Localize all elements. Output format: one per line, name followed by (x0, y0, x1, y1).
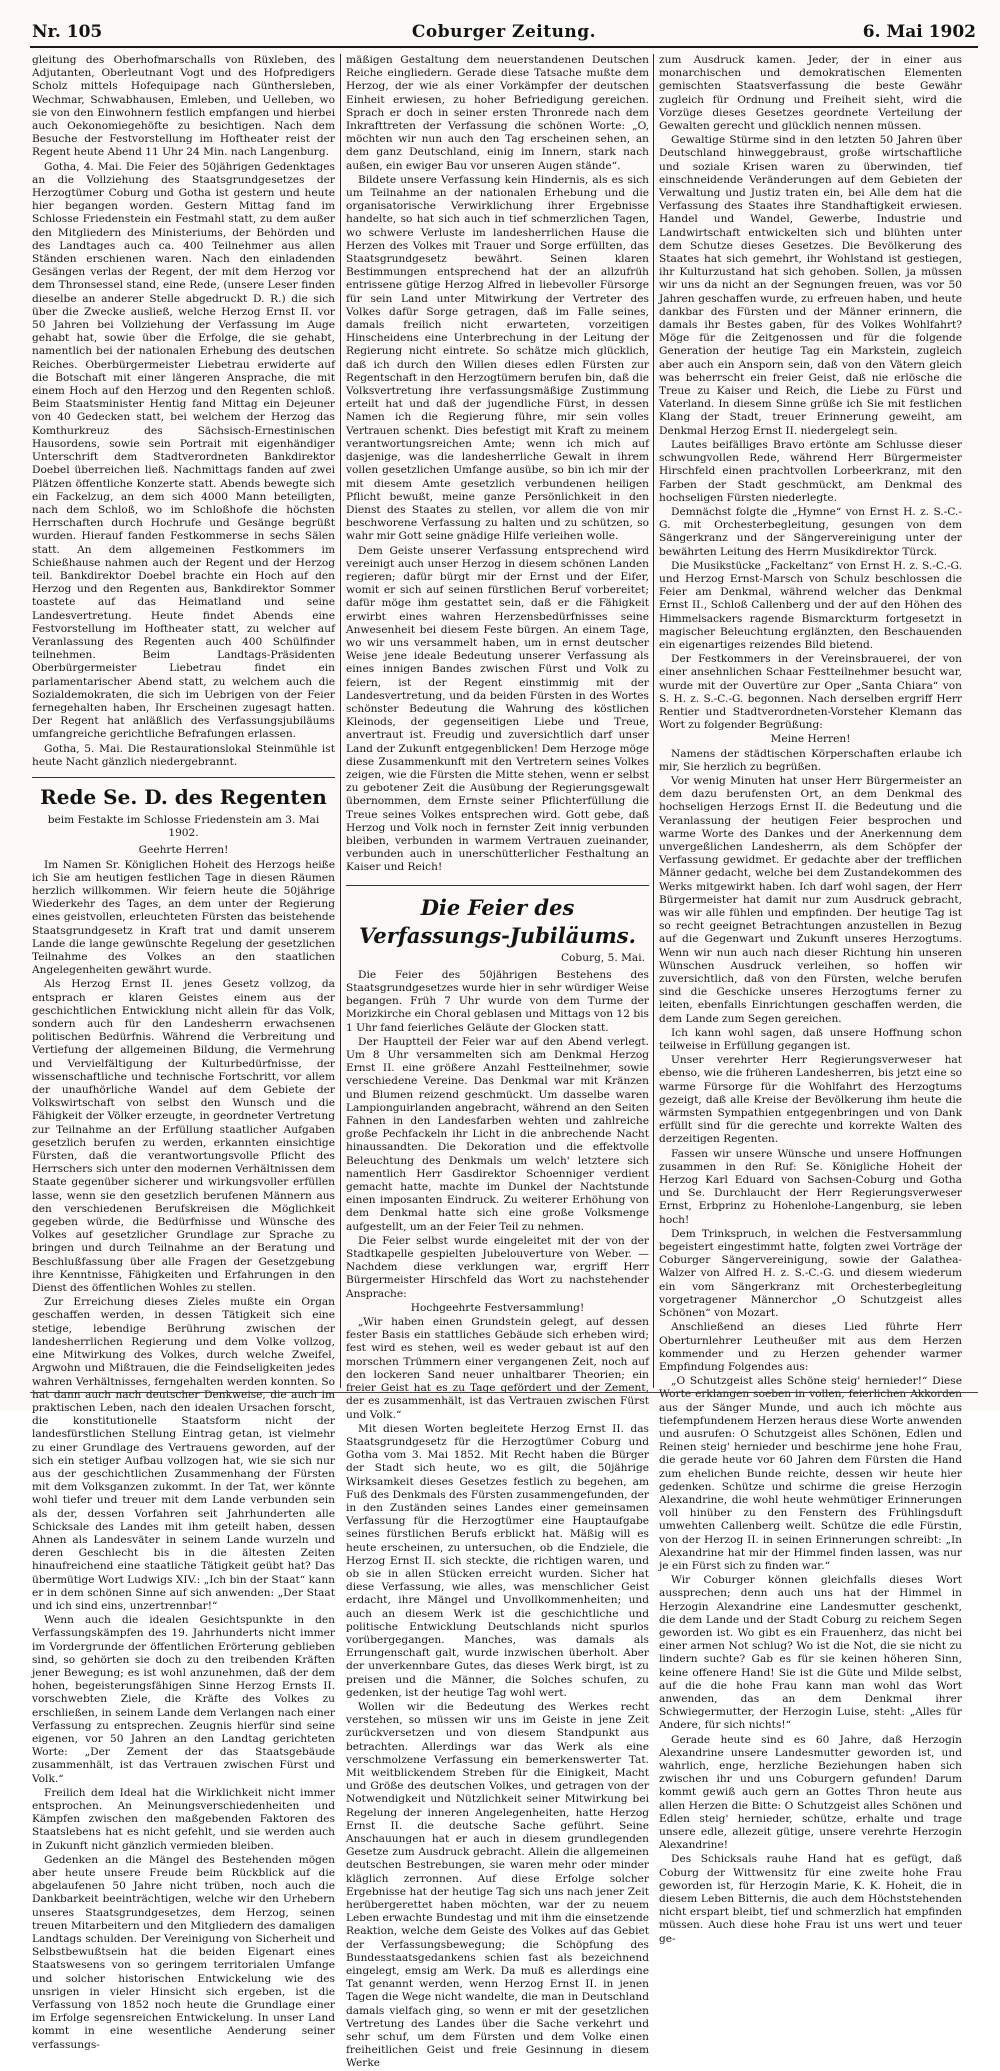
paragraph: Fassen wir unsere Wünsche und unsere Hoffnungen zusammen in den Ruf: Se. Königliche Hoheit der Herzog Karl Eduard von Sachsen-Coburg und Gotha und Se. Durchlaucht der Herr Regierungsverweser Ernst, Erbprinz zu Hohenlohe-Langenburg, sie leben hoch! (659, 1147, 962, 1226)
paragraph: Wollen wir die Bedeutung des Werkes recht verstehen, so müssen wir uns im Geiste in jene Zeit zurückversetzen und von diesem Standpunkt aus betrachten. Allerdings war das Werk als eine verschmolzene Verfassung ein bemerkenswerter Tat. Mit weitblickendem Streben für die Einigkeit, Macht und Größe des deutschen Volkes, und getragen von der Notwendigkeit und Nützlichkeit seiner Mitwirkung bei Regelung der inneren Angelegenheiten, hatte Herzog Ernst II. die deutsche Sache geführt. Seine Anschauungen hat er auch in diesem grundlegenden Gesetze zum Ausdruck gebracht. Allein die allgemeinen deutschen Bestrebungen, sie waren mehr oder minder kläglich zerronnen. Auf diese Erfolge solcher Ergebnisse hat der heutige Tag sich uns nach jener Zeit herübergerettet haben möchten, war der zu neuem Leben erwachte Bundestag und mit ihm die einsetzende Reaktion, welche dem Geiste des Volkes auf das Gebiet der Verfassungsbewegung; die Schöpfung des Bundesstaatsgedankens schien fast als bezeichnend eingelegt, emsig am Werk. Da muß es allerdings eine Tat genannt werden, wenn Herzog Ernst II. in jenen Tagen die Wege nicht wandelte, die man in Deutschland damals vielfach ging, so wenn er mit der gesetzlichen Vertretung des Landes über die Sache verkehrt und sehr schuf, um dem Fürsten und dem Volke einen freiheitlichen Geist und freie Gesinnung in diesem Werke (346, 1700, 650, 2070)
paragraph: Lautes beifälliges Bravo ertönte am Schlusse dieser schwungvollen Rede, während Herr Bürgermeister Hirschfeld einen prachtvollen Lorbeerkranz, mit den Farben der Stadt geschmückt, am Denkmal des hochseligen Fürsten niederlegte. (659, 438, 962, 504)
salutation: Hochgeehrte Festversammlung! (410, 1301, 585, 1314)
issue-date: 6. Mai 1902 (862, 22, 976, 42)
paragraph: Gedenken an die Mängel des Bestehenden mögen aber heute unsere Freude beim Rückblick auf die abgelaufenen 50 Jahre nicht trüben, noch auch die Dankbarkeit beeinträchtigen, welche wir den Urhebern unseres Staatsgrundgesetzes, dem Herzog, seinen treuen Mitarbeitern und den Mitgliedern des damaligen Landtags schulden. Der Vereinigung von Sicherheit und Selbstbewußtsein hat die beiden Eigenart eines Staatswesens von so geringem territorialen Umfange und solcher historischen Entwickelung wie des unsrigen in vieler Hinsicht sich ergeben, ist die Verfassung von 1852 noch heute die Grundlage einer im Erfolge segensreichen Entwickelung. In unser Land kommt in eine wesentliche Aenderung seiner verfassungs- (32, 1853, 335, 2051)
paragraph: Der Festkommers in der Vereinsbrauerei, der von einer ansehnlichen Schaar Festteilnehmer besucht war, wurde mit der Ouvertüre zur Oper „Santa Chiara“ von S. H. z. S.-C.-G. begonnen. Nach derselben ergriff Herr Rentier und Stadtverordneten-Vorsteher Klemann das Wort zu folgender Begrüßung: (659, 653, 962, 732)
section-divider (346, 885, 649, 886)
paragraph: gleitung des Oberhofmarschalls von Rüxleben, des Adjutanten, Oberleutnant Vogt und des Hofpredigers Scholz mittels Hofequipage nach Günthersleben, Wechmar, Schwabhausen, Emleben, und Uelleben, wo sie von den Einwohnern festlich empfangen und hierbei auch Oekonomiegehöfte zu besichtigen. Nach dem Besuche der Festvorstellung im Hoftheater reist der Regent heute Abend 11 Uhr 24 Min. nach Langenburg. (32, 54, 335, 159)
paragraph: zum Ausdruck kamen. Jeder, der in einer aus monarchischen und demokratischen Elementen gemischten Staatsverfassung die beste Gewähr zugleich für Ordnung und Freiheit sieht, wird die Vorzüge dieses Gesetzes geordnete Verteilung der Gewalten gerecht und glücklich nennen müssen. (659, 54, 962, 133)
paragraph: Gewaltige Stürme sind in den letzten 50 Jahren über Deutschland hinweggebraust, große wirtschaftliche und soziale Krisen waren zu überwinden, tief einschneidende Veränderungen auf dem Gebieten der Verwaltung und Justiz traten ein, bei Alle dem hat die Verfassung des Staates ihre Standhaftigkeit erwiesen. Handel und Wandel, Gewerbe, Industrie und Landwirtschaft entwickelten sich und blühten unter dem Schutze dieses Gesetzes. Die Bevölkerung des Staates hat sich gemehrt, ihr Wohlstand ist gestiegen, ihr Kulturzustand hat sich gehoben. Sollen, ja müssen wir uns da nicht an der Segnungen freuen, was vor 50 Jahren geschaffen wurde, zu erfreuen haben, und heute dankbar des Fürsten und der Männer erinnern, die damals ihr Bestes gaben, für des Volkes Wohlfahrt? Möge für die Zeitgenossen und für die folgende Generation der heutige Tag ein Markstein, zugleich aber auch ein Ansporn sein, daß von den Vätern gleich was beherrscht ein freier Geist, daß nie erlösche die Treue zu Kaiser und Reich, die Liebe zu Fürst und Vaterland. In diesem Sinne grüße ich Sie mit festlichen Klang der Stadt, treuer Erinnerung geweiht, am Denkmal Herzog Ernst II. niedergelegt sein. (659, 134, 962, 437)
paragraph: Im Namen Sr. Königlichen Hoheit des Herzogs heiße ich Sie am heutigen festlichen Tage in diesen Räumen herzlich willkommen. Wir feiern heute die 50jährige Wiederkehr des Tages, an dem unter der Regierung eines geistvollen, erleuchteten Fürsten das beistehende Staatsgrundgesetz in Kraft trat und damit unserem Lande die lange gewünschte Regelung der gesetzlichen Teilnahme des Volkes an den staatlichen Angelegenheiten gewährt wurde. (32, 858, 335, 977)
paragraph: Wenn auch die idealen Gesichtspunkte in den Verfassungskämpfen des 19. Jahrhunderts nicht immer im Vordergrunde der öffentlichen Erörterung geblieben sind, so gehörten sie doch zu den treibenden Kräften jener Bewegung; es ist wohl anzunehmen, daß der dem hohen, begeisterungsfähigen Sinne Herzog Ernsts II. vorschwebten Ziele, die Kräfte des Volkes zu erschließen, in seinem Lande dem Verlangen nach einer Verfassung zu entsprechen. Zeugnis hierfür sind seine eigenen, vor 50 Jahren an den Landtag gerichteten Worte: „Der Zement der das Staatsgebäude zusammenhält, ist das Vertrauen zwischen Fürst und Volk.“ (32, 1614, 335, 1785)
paragraph: Die Feier selbst wurde eingeleitet mit der von der Stadtkapelle gespielten Jubelouverture von Weber. — Nachdem diese verklungen war, ergriff Herr Bürgermeister Hirschfeld das Wort zu nachstehender Ansprache: (346, 1234, 649, 1300)
paragraph: Dem Geiste unserer Verfassung entsprechend wird vereinigt auch unser Herzog in diesem schönen Landen regieren; dafür bürgt mir der Ernst und der Eifer, womit er sich auf seinen fürstlichen Beruf vorbereitet; dafür möge ihm gestattet sein, daß er die Fähigkeit erwirbt eines wahren Herzensbedürfnisses seine Anwesenheit bei diesem Feste bürgen. An einem Tage, wo wir uns versammelt haben, um in ernst deutscher Weise jene ideale Bedeutung unserer Verfassung als eines innigen Bandes zwischen Fürst und Volk zu feiern, ist der Regent einstimmig mit der Landesvertretung, und da beiden Fürsten in des Wortes schönster Bedeutung die Wahrung des köstlichen Kleinods, der gegenseitigen Liebe und Treue, anvertraut ist. Freudig und zuversichtlich darf unser Land der Zukunft entgegenblicken! Dem Herzoge möge diese Zusammenkunft mit den Vertretern seines Volkes zeigen, wie die Fürsten die Mitte stehen, wenn er selbst zu gebotener Zeit die Ausübung der Regierungsgewalt übernommen, dem Ernste seiner Pflichterfüllung die Treue seines Volkes entsprechen wird. Gott gebe, daß Herzog und Volk noch in fernster Zeit innig verbunden bleiben, verbunden in warmem Vertrauen zueinander, verbunden auch in unerschütterlicher Festhaltung an Kaiser und Reich! (346, 544, 649, 874)
paragraph: Namens der städtischen Körperschaften erlaube ich mir, Sie herzlich zu begrüßen. (659, 747, 962, 773)
paragraph: Gerade heute sind es 60 Jahre, daß Herzogin Alexandrine unsere Landesmutter geworden ist, und wahrlich, enge, herzliche Beziehungen haben sich zwischen ihr und uns Coburgern gefunden! Darum kommt gewiß auch gern an Gottes Thron heute aus allen Herzen die Bitte: O Schutzgeist alles Schönen und Edlen steig' hernieder, schütze, erhalte und trage unsere edle, allezeit gütige, unsere verehrte Herzogin Alexandrine! (659, 1733, 962, 1852)
dateline: Coburg, 5. Mai. (560, 951, 645, 964)
column-2 (346, 54, 650, 2070)
paragraph: Dem Trinkspruch, in welchen die Festversammlung begeistert eingestimmt hatte, folgten zwei Vorträge der Coburger Sängervereinigung, sowie der Galathea-Walzer von Alfred H. z. S.-C.-G. und diesem wiederum ein vom Sängerkranz mit Orchesterbegleitung vorgetragener Männerchor „O Schutzgeist alles Schönen“ von Mozart. (659, 1227, 962, 1320)
column-3 (659, 54, 962, 1945)
paragraph: Anschließend an dieses Lied führte Herr Oberturnlehrer Leutheußer mit aus dem Herzen kommender und zu Herzen gehender warmer Empfindung Folgendes aus: (659, 1321, 962, 1373)
salutation: Geehrte Herren! (138, 844, 229, 857)
speech-subtitle: beim Festakte im Schlosse Friedenstein am 3. Mai 1902. (47, 813, 320, 840)
paragraph: Demnächst folgte die „Hymne“ von Ernst H. z. S.-C.-G. mit Orchesterbegleitung, gesungen von dem Sängerkranz und der Sängervereinigung unter der bewährten Leitung des Herrn Musikdirektor Türck. (659, 505, 962, 558)
page-bottom-rule (30, 1392, 978, 1393)
paragraph: Freilich dem Ideal hat die Wirklichkeit nicht immer entsprochen. An Meinungsverschiedenheiten und Kämpfen zwischen den maßgebenden Faktoren des Staatslebens hat es nicht gefehlt, und sie werden auch in Zukunft nicht gänzlich vermieden bleiben. (32, 1786, 335, 1852)
column-1 (32, 54, 335, 2051)
paragraph: Vor wenig Minuten hat unser Herr Bürgermeister an dem dazu berufensten Ort, an dem Denkmal des hochseligen Herzogs Ernst II. die Bedeutung und die Veranlassung der heutigen Feier besprochen und warme Worte des Dankes und der Anerkennung dem unvergeßlichen Landesherrn, als dem Schöpfer der Verfassung gewidmet. Er gedachte aber der trefflichen Männer gedacht, welche bei dem Zustandekommen des Werks mitgewirkt haben. Ich darf wohl sagen, der Herr Bürgermeister hat damit nur zum Ausdruck gebracht, was wir alle fühlen und empfinden. Der heutige Tag ist so recht geeignet Betrachtungen anzustellen in Bezug auf die Gegenwart und Zukunft unseres Herzogtums. Wenn wir nun auch nach dieser Richtung hin unseren Wünschen Ausdruck verleihen, so hoffen wir zuversichtlich, daß von den Fürsten, welche berufen sind die Geschicke unseres Herzogtums ferner zu leiten, ebenfalls Einrichtungen geschaffen werden, die dem Lande zum Segen gereichen. (659, 774, 962, 1025)
paragraph: Mit diesen Worten begleitete Herzog Ernst II. das Staatsgrundgesetz für die Herzogtümer Coburg und Gotha vom 3. Mai 1852. Mit Recht haben die Bürger der Stadt sich heute, wo es gilt, die 50jährige Wirksamkeit dieses Gesetzes festlich zu begehen, am Fuß des Denkmals des Fürsten zusammengefunden, der in den Zuständen seines Landes einer gemeinsamen Verfassung für die Herzogtümer eine Hauptaufgabe seines fürstlichen Berufs erblickt hat. Mäßig will es heute erscheinen, zu untersuchen, ob die Endziele, die Herzog Ernst II. sich steckte, die richtigen waren, und ob sie in allen Stücken erreicht wurden. Sicher hat diese Verfassung, wie alles, was menschlicher Geist erdacht, ihre Mängel und Unvollkommenheiten; und auch an diesem Werk ist die geschichtliche und politische Entwicklung Deutschlands nicht spurlos vorübergegangen. Manches, was damals als Errungenschaft galt, wurde inzwischen überholt. Aber der unverkennbare Gutes, das dieses Werk birgt, ist zu preisen und die Männer, die Solches schufen, zu gedenken, ist der heutige Tag wohl wert. (346, 1422, 649, 1699)
newspaper-title: Coburger Zeitung. (411, 22, 597, 42)
paragraph: „Wir haben einen Grundstein gelegt, auf dessen fester Basis ein stattliches Gebäude sich erheben wird; fest wird es stehen, weil es weder gebaut ist auf den morschen Trümmern einer vergangenen Zeit, noch auf den lockeren Sand neuer unhaltbarer Theorien; ein freier Geist hat es zu Tage gefördert und der Zement, der es zusammenhält, ist das Vertrauen zwischen Fürst und Volk.“ (346, 1316, 649, 1421)
masthead (30, 20, 978, 48)
issue-number: Nr. 105 (32, 22, 103, 42)
paragraph: Bildete unsere Verfassung kein Hindernis, als es sich um Teilnahme an der nationalen Erhebung und die organisatorische Verwirklichung ihrer Ergebnisse handelte, so hat sich auch in tief schmerzlichen Tagen, wo schwere Verluste im landesherrlichen Hause die Herzen des Volkes mit Trauer und Sorge erfüllten, das Staatsgrundgesetz bewährt. Seinen klaren Bestimmungen entsprechend hat der an allzufrüh entrissene gütige Herzog Alfred in liebevoller Fürsorge für sein Land unter Mitwirkung der Vertreter des Volkes dafür Sorge getragen, daß im Falle seines, damals freilich nicht erwarteten, vorzeitigen Hinscheidens eine Unterbrechung in der Leitung der Regierung nicht eintrete. So schätze mich glücklich, daß ich durch den Willen dieses edlen Fürsten zur Regentschaft in den Herzogtümern berufen bin, daß die Volksvertretung ihre verfassungsmäßige Zustimmung erteilt hat und daß der jugendliche Fürst, in dessen Namen ich die Regierung führe, mir sein volles Vertrauen schenkt. Dies befestigt mit Kraft zu meinem verantwortungsreichen Amte; wenn ich mich auf dasjenige, was die landesherrliche Gewalt in ihrem vollen gesetzlichen Umfange ausübe, so bin ich mir der mit diesem Amte gesetzlich verbundenen heiligen Pflicht bewußt, meine ganze Persönlichkeit in den Dienst des Staates zu stellen, vor allem die von mir beschworene Verfassung zu halten und zu schützen, so wahr mir Gott seine gnädige Hilfe verleihen wolle. (346, 173, 649, 543)
feier-headline: Die Feier des Verfassungs-Jubiläums. (359, 894, 636, 948)
paragraph: Die Musikstücke „Fackeltanz“ von Ernst H. z. S.-C.-G. und Herzog Ernst-Marsch von Schulz beschlossen die Feier am Denkmal, während welcher das Denkmal Ernst II., Schloß Callenberg und der auf den Höhen des Himmelsackers ragende Bismarckturm fortgesetzt in magischer Beleuchtung erglänzten, den Beschauenden ein eigenartiges reizendes Bild bietend. (659, 559, 962, 651)
paragraph: Als Herzog Ernst II. jenes Gesetz vollzog, da entsprach er klaren Geistes einem aus der geschichtlichen Entwicklung nicht allein für das Volk, sondern auch für den Landesherrn erwachsenen politischen Bedürfnis. Während die Verbreitung und Vertiefung der allgemeinen Bildung, die Vermehrung und Vervielfältigung der Kulturbedürfnisse, der wissenschaftliche und technische Fortschritt, vor allem der unaufhörliche Wandel auf dem Gebiete der Volkswirtschaft von selbst den Wunsch und die Fähigkeit der Völker erzeugte, in geordneter Vertretung zur Teilnahme an der Erfüllung staatlicher Aufgaben gesetzlich berufen zu werden, erkannten einsichtige Fürsten, daß die verantwortungsvolle Pflicht des Herrschers sich unter den modernen Verhältnissen dem Staate gegenüber sicherer und wirkungsvoller erfüllen lasse, wenn sie den gesetzlich berufenen Männern aus den verschiedenen Berufskreisen die Möglichkeit gegeben würde, die Bedürfnisse und Wünsche des Volkes auf gesetzlicher Grundlage zur Sprache zu bringen und durch Teilnahme an der Beratung und Beschlußfassung über alle Fragen der Gesetzgebung ihre Kenntnisse, Fähigkeiten und Erfahrungen in den Dienst des öffentlichen Wohles zu stellen. (32, 978, 335, 1295)
paragraph: Zur Erreichung dieses Zieles mußte ein Organ geschaffen werden, in dessen Tätigkeit sich eine stetige, lebendige Berührung zwischen der landesherrlichen Regierung und dem Volke vollzog, eine Mitwirkung des Volkes, durch welche Zweifel, Argwohn und Mißtrauen, die die Feindseligkeiten jedes wahren Verhältnisses, ferngehalten werden konnten. So hat dann auch nach deutscher Denkweise, die auch im praktischen Leben, nach den idealen Ursachen forscht, die konstitutionelle Staatsform nicht der landesfürstlichen Stellung Eintrag getan, ist vielmehr zu einer Grundlage des Vertrauens geworden, auf der sich ein stetiger Aufbau vollzogen hat, wie sie sich nur aus der geschichtlichen Zusammenhang der Fürsten mit dem Volksganzen zukommt. In der Tat, wer könnte wohl tiefer und treuer mit dem Lande verbunden sein als der, dessen Vorfahren seit Jahrhunderten alle Schicksale des Landes mit ihm geteilt haben, dessen Ahnen als Landesväter in seinem Lande wurzeln und deren Geschlecht bis in die ältesten Zeiten hinaufreichend eine staatliche Tätigkeit geübt hat? Das übermütige Wort Ludwigs XIV.: „Ich bin der Staat“ kann er in dem schönen Sinne auf sich anwenden: „Der Staat und ich sind eins, unzertrennbar!“ (32, 1296, 335, 1612)
paragraph: Der Hauptteil der Feier war auf den Abend verlegt. Um 8 Uhr versammelten sich am Denkmal Herzog Ernst II. eine größere Anzahl Festteilnehmer, sowie verschiedene Vereine. Das Denkmal war mit Kränzen und Blumen reizend geschmückt. Um dasselbe waren Lampionguirlanden angebracht, während an den Seiten Fahnen in den Landesfarben wehten und zahlreiche große Pechfackeln ihr Licht in die anbrechende Nacht hinaussandten. Die Dekoration und die effektvolle Beleuchtung des Denkmals um welch' letztere sich namentlich Herr Gasdirektor Schoenniger verdient gemacht hatte, machte im Dunkel der Nachtstunde einen imposanten Eindruck. Zu weiterer Erhöhung von dem Denkmal hatte sich eine große Volksmenge aufgestellt, um an der Feier Teil zu nehmen. (346, 1035, 649, 1233)
paragraph: Wir Coburger können gleichfalls dieses Wort aussprechen; denn auch uns hat der Himmel in Herzogin Alexandrine eine Landesmutter geschenkt, die dem Lande und der Stadt Coburg zu reichem Segen geworden ist. Wo gibt es ein Frauenherz, das nicht bei einer armen Not schlug? Wo ist die Not, die sie nicht zu lindern suchte? Gab es für sie keinen höheren Sinn, keine offenere Hand! Sie ist die Güte und Milde selbst, auf die die hohe Frau kann man wohl das Wort anwenden, das an dem Denkmal ihrer Schwiegermutter, der Herzogin Luise, steht: „Alles für Andere, für sich nichts!“ (659, 1574, 962, 1732)
paragraph: Gotha, 4. Mai. Die Feier des 50jährigen Gedenktages an die Vollziehung des Staatsgrundgesetzes der Herzogtümer Coburg und Gotha ist gestern und heute hier begangen worden. Gestern Mittag fand im Schlosse Friedenstein ein Festmahl statt, zu dem außer den Mitgliedern des Ministeriums, der Behörden und des Landtages auch ca. 400 Teilnehmer aus allen Ständen erschienen waren. Nach den einladenden Gesängen verlas der Regent, der mit dem Herzog vor dem Thronsessel stand, eine Rede, (unsere Leser finden dieselbe an anderer Stelle abgedruckt D. R.) die sich über die Zwecke ausließ, welche Herzog Ernst II. vor 50 Jahren bei Vollziehung der Verfassung im Auge gehabt hat, sowie über die Erfolge, die sie gehabt, namentlich bei der nationalen Erhebung des deutschen Reiches. Oberbürgermeister Liebetrau erwiderte auf die Botschaft mit einer längeren Ansprache, die mit einem Hoch auf den Herzog und den Regenten schloß. Beim Staatsminister Hentig fand Mittag ein Dejeuner von 40 Gedecken statt, bei welchem der Herzog das Komthurkreuz des Sächsisch-Ernestinischen Hausordens, sowie sein Portrait mit eigenhändiger Unterschrift dem Stadtverordneten Bankdirektor Doebel überreichen ließ. Nachmittags fanden auf zwei Plätzen öffentliche Konzerte statt. Abends bewegte sich ein Fackelzug, an dem sich 4000 Mann beteiligten, nach dem Schloß, wo im Schloßhofe die höchsten Herrschaften durch Hochrufe und Gesänge begrüßt wurden. Hierauf fanden Festkommerse in sechs Sälen statt. An dem allgemeinen Festkommers im Schießhause nahmen auch der Regent und der Herzog teil. Bankdirektor Doebel brachte ein Hoch auf den Herzog und den Regenten aus, Bankdirektor Sommer toastete auf das Heimatland und seine Landesvertretung. Heute findet Abends eine Festvorstellung im Hoftheater statt, zu welcher auf Veranlassung des Regenten auch 400 Schülfinder teilnehmen. Beim Landtags-Präsidenten Oberbürgermeister Liebetrau findet ein parlamentarischer Abend statt, zu welchem auch die Sozialdemokraten, die sich im Uebrigen von der Feier fernegehalten haben, Ihr Erscheinen zugesagt hatten. Der Regent hat anläßlich des Verfassungsjubiläums umfangreiche gerichtliche Befrafungen erlassen. (32, 160, 335, 741)
paragraph: mäßigen Gestaltung dem neuerstandenen Deutschen Reiche eingliedern. Gerade diese Tatsache mußte dem Herzog, der wie als einer Vorkämpfer der deutschen Einheit erwiesen, zu hoher Befriedigung gereichen. Sprach er doch in seiner ersten Thronrede nach dem Inkrafttreten der Verfassung die schönen Worte: „O, möchten wir nun auch den Tag erscheinen sehen, an dem ganz Deutschland, einig im Innern, stark nach außen, ein ewiger Bau vor unseren Augen stände“. (346, 54, 649, 172)
paragraph: Ich kann wohl sagen, daß unsere Hoffnung schon teilweise in Erfüllung gegangen ist. (659, 1026, 962, 1053)
column-rule (340, 54, 341, 1388)
paragraph: „O Schutzgeist alles Schöne steig' hernieder!“ Diese Worte erklangen soeben in vollen, feierlichen Akkorden aus der Sänger Munde, und auch ich möchte aus tiefempfundenem Herzen heraus diese Worte anwenden und ausrufen: O Schutzgeist alles Schönen, Edlen und Reinen steig' hernieder und beschirme jene hohe Frau, die gerade heute vor 60 Jahren dem Fürsten die Hand zum ehelichen Bunde reichte, dessen wir heute hier gedenken. Schütze und schirme die greise Herzogin Alexandrine, die wohl heute wehmütiger Erinnerungen voll hinüber zu den Fenstern des Frühlingsduft umwehten Callenberg weilt. Schütze die edle Fürstin, von der Herzog II. in seinen Erinnerungen schreibt: „In Alexandrine hat mir der Himmel finden lassen, was nur je ein Fürst sich zu finden war.“ (659, 1375, 962, 1572)
speech-headline: Rede Se. D. des Regenten (32, 777, 335, 810)
salutation: Meine Herren! (770, 733, 851, 746)
paragraph: Unser verehrter Herr Regierungsverweser hat ebenso, wie die früheren Landesherren, bis jetzt eine so warme Fürsorge für die Wohlfahrt des Herzogtums gezeigt, daß alle Kreise der Bevölkerung ihm heute die wärmsten Sympathien entgegenbringen und von Dank erfüllt sind für die gerechte und korrekte Walten des derzeitigen Regenten. (659, 1054, 962, 1146)
paragraph: Gotha, 5. Mai. Die Restaurationslokal Steinmühle ist heute Nacht gänzlich niedergebrannt. (32, 742, 335, 768)
paragraph: Des Schicksals rauhe Hand hat es gefügt, daß Coburg der Wittwensitz für eine zweite hohe Frau geworden ist, für Herzogin Marie, K. K. Hoheit, die in diesem Leben Bitternis, die auch dem Höchststehenden nicht erspart bleibt, tief und schmerzlich hat empfinden müssen. Auch diese hohe Frau ist uns wert und teuer ge- (659, 1853, 962, 1945)
column-rule (653, 54, 654, 1388)
paragraph: Die Feier des 50jährigen Bestehens des Staatsgrundgesetzes wurde hier in sehr würdiger Weise begangen. Früh 7 Uhr wurde von dem Turme der Morizkirche ein Choral geblasen und Mittags von 12 bis 1 Uhr fand feierliches Geläute der Glocken statt. (346, 968, 649, 1034)
